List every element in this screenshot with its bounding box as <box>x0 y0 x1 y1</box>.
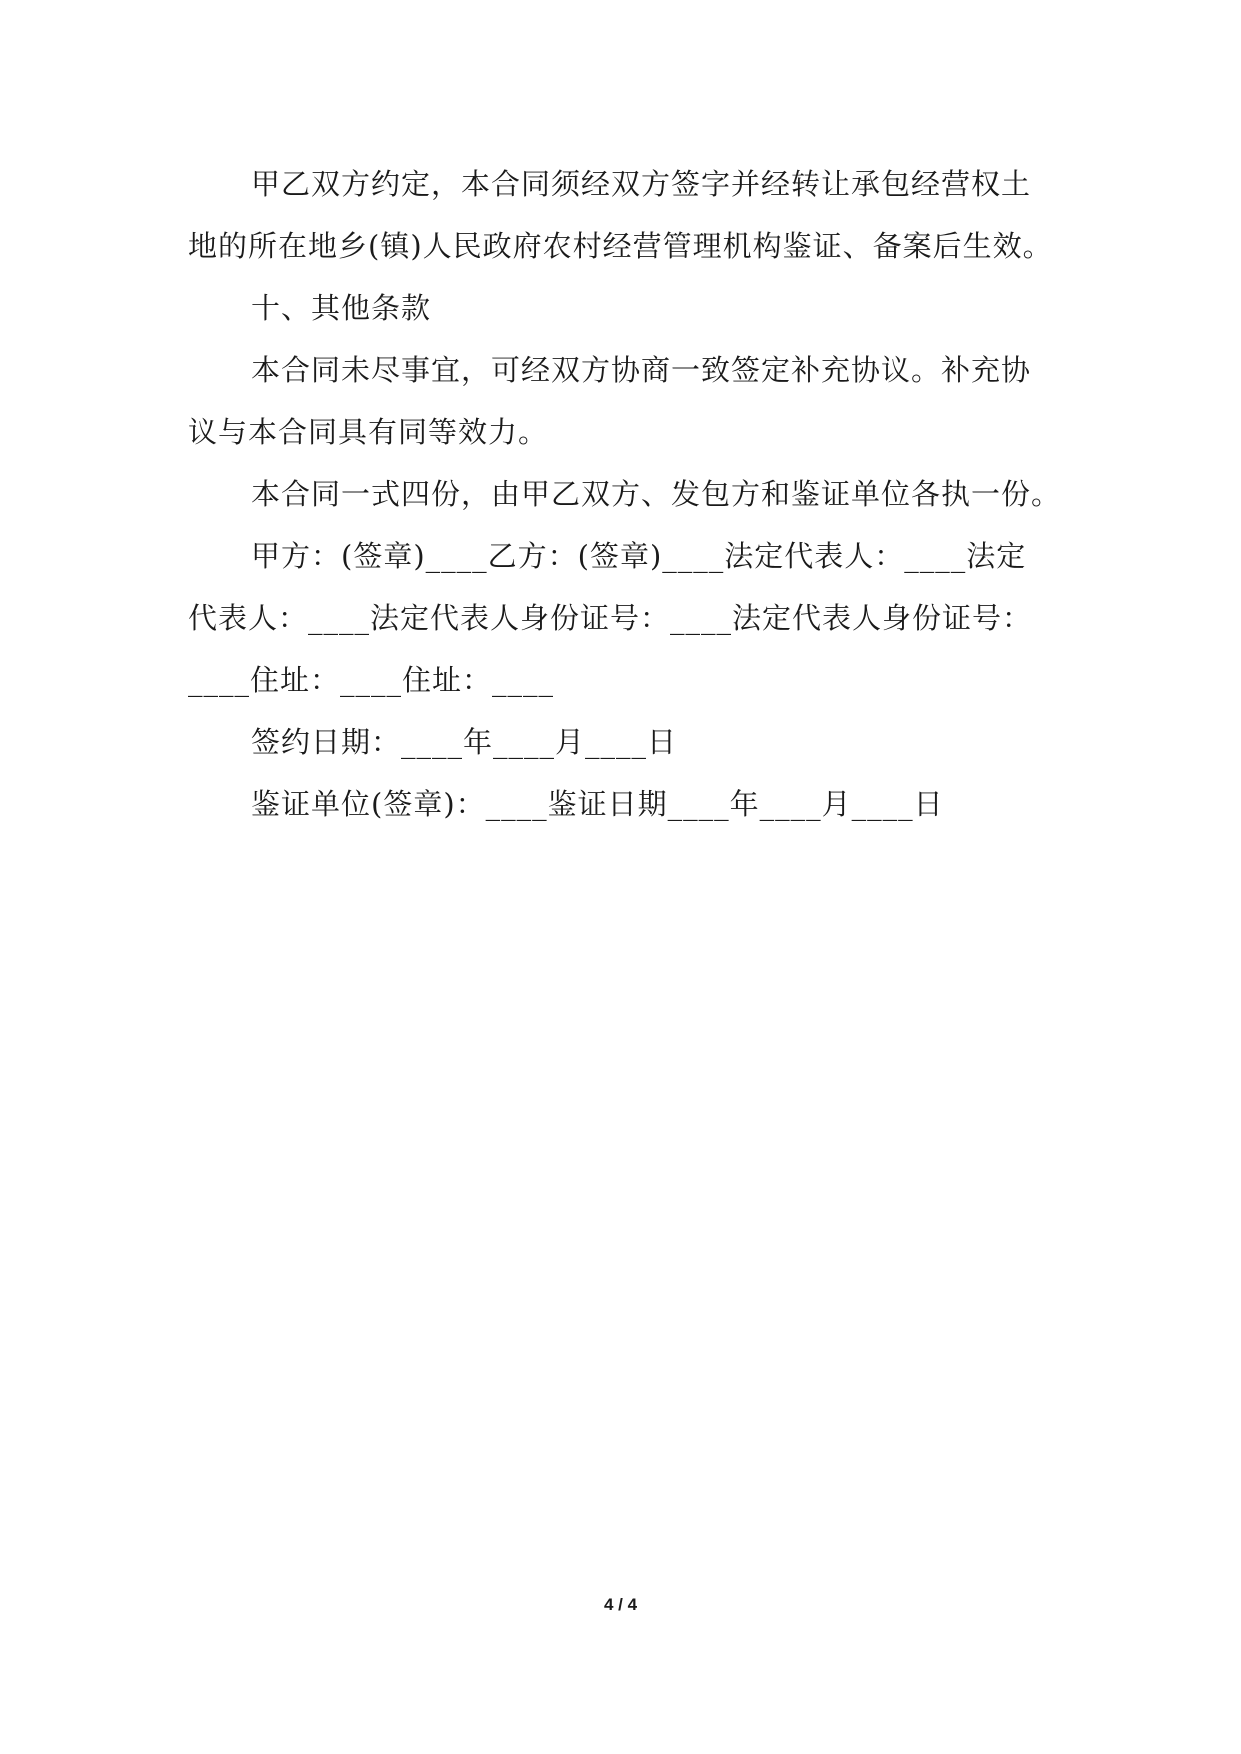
signature-line: 甲方：(签章)____乙方：(签章)____法定代表人：____法定 <box>251 539 1027 573</box>
text-line: 地的所在地乡(镇)人民政府农村经营管理机构鉴证、备案后生效。 <box>188 229 1053 263</box>
page-number: 4 / 4 <box>603 1595 638 1614</box>
text-line: 议与本合同具有同等效力。 <box>188 415 549 449</box>
certification-line: 鉴证单位(签章)：____鉴证日期____年____月____日 <box>251 787 944 821</box>
text-line: 甲乙双方约定，本合同须经双方签字并经转让承包经营权土 <box>251 167 1032 201</box>
section-heading: 十、其他条款 <box>251 291 432 325</box>
signature-line: ____住址：____住址：____ <box>188 663 555 697</box>
signature-line: 代表人：____法定代表人身份证号：____法定代表人身份证号： <box>188 601 1033 635</box>
text-line: 本合同一式四份，由甲乙双方、发包方和鉴证单位各执一份。 <box>251 477 1062 511</box>
text-line: 本合同未尽事宜，可经双方协商一致签定补充协议。补充协 <box>251 353 1032 387</box>
signing-date-line: 签约日期：____年____月____日 <box>251 725 678 759</box>
